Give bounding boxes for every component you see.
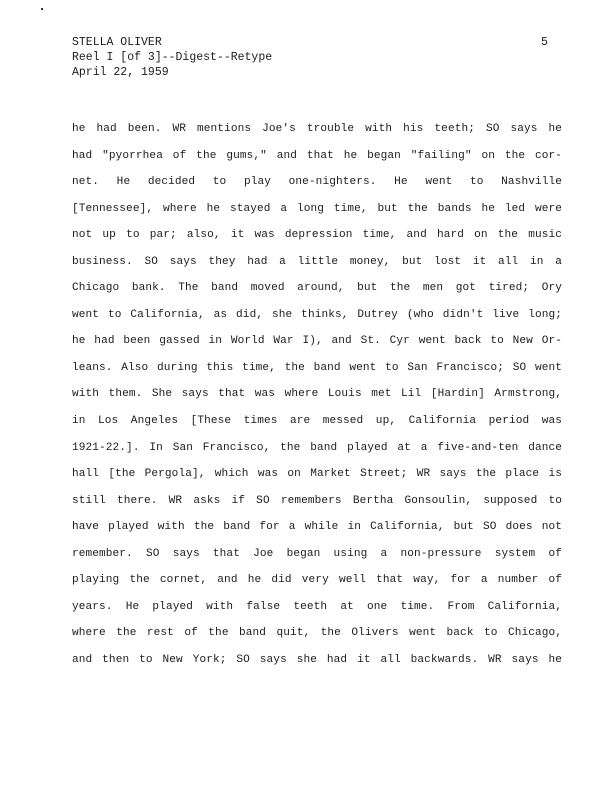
text-line: he had been gassed in World War I), and St. Cyr went back to New Or- [72,335,562,348]
text-line: playing the cornet, and he did very well that way, for a number of [72,574,562,587]
transcript-body [72,116,562,673]
page-header [72,35,272,80]
text-line: have played with the band for a while in California, but SO does not [72,521,562,534]
text-line: still there. WR asks if SO remembers Bertha Gonsoulin, supposed to [72,494,562,507]
stray-mark [41,8,43,10]
text-line: with them. She says that was where Louis met Lil [Hardin] Armstrong, [72,388,562,401]
text-line: he had been. WR mentions Joe's trouble with his teeth; SO says he [72,123,562,135]
header-reel: Reel I [of 3]--Digest--Retype [72,51,273,64]
text-line: not up to par; also, it was depression time, and hard on the music [72,229,562,242]
header-date: April 22, 1959 [72,66,169,79]
text-line: remember. SO says that Joe began using a non-pressure system of [72,547,562,560]
text-line: hall [the Pergola], which was on Market Street; WR says the place is [72,468,562,481]
text-line: and then to New York; SO says she had it all backwards. WR says he [72,653,562,666]
text-line: [Tennessee], where he stayed a long time, but the bands he led were [72,202,562,215]
text-line: had "pyorrhea of the gums," and that he began "failing" on the cor- [72,149,562,162]
text-line: where the rest of the band quit, the Olivers went back to Chicago, [72,627,562,640]
text-line: in Los Angeles [These times are messed up, California period was [72,415,562,428]
text-line: business. SO says they had a little money, but lost it all in a [72,255,562,268]
text-line: leans. Also during this time, the band went to San Francisco; SO went [72,361,562,374]
page-number: 5 [541,36,548,49]
text-line: years. He played with false teeth at one time. From California, [72,600,562,613]
text-line: Chicago bank. The band moved around, but the men got tired; Ory [72,282,562,295]
text-line: 1921-22.]. In San Francisco, the band played at a five-and-ten dance [72,441,562,454]
text-line: went to California, as did, she thinks, Dutrey (who didn't live long; [72,308,562,321]
text-line: net. He decided to play one-nighters. He went to Nashville [72,176,562,189]
header-name: STELLA OLIVER [72,36,162,49]
